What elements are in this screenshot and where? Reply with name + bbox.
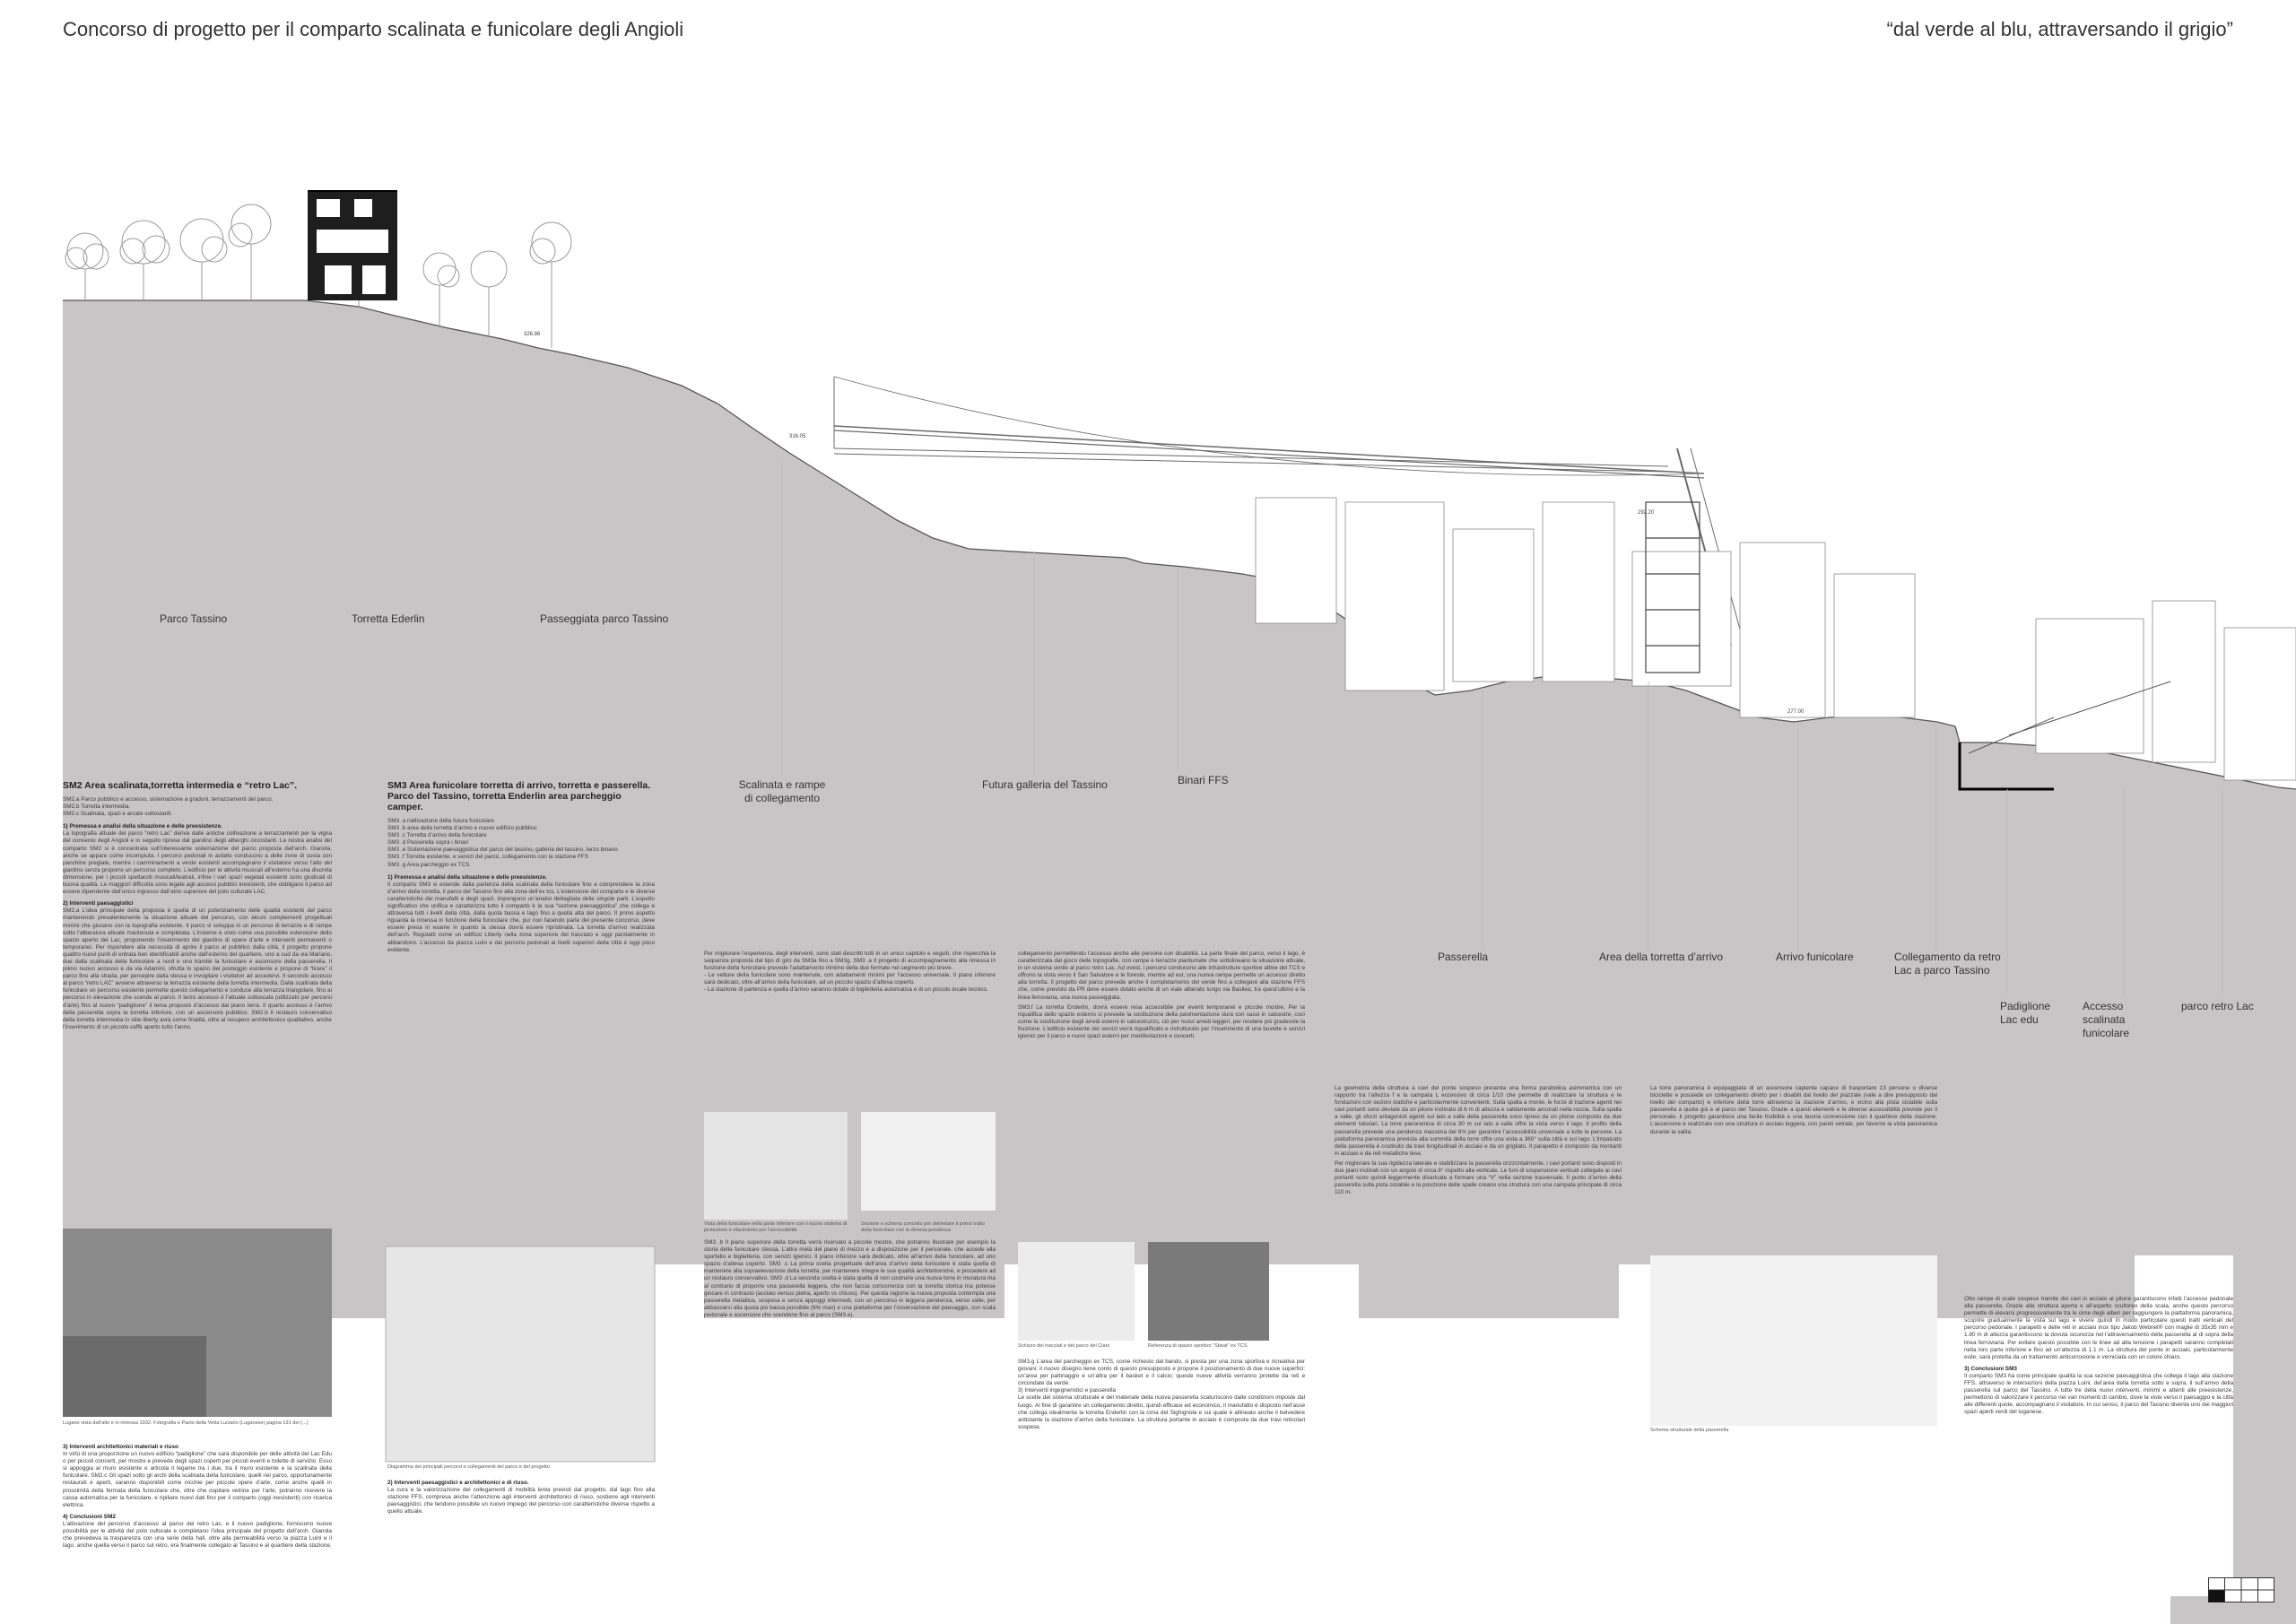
label-futura-galleria: Futura galleria del Tassino	[982, 778, 1108, 791]
sm3-list: SM3 .a riattivazione della futura funicolare SM3 .b area della torretta d’arrivo e nuovo edificio pubblico SM3 .c Torretta d’arrivo della funicolare SM3 .d Passerella sopra i binari SM3 .e Sistemazione paesaggistica del parco del tassino, galleria del tassino, terzo binario SM3 .f Torretta esistente, e servizi del parco, collegamento con la stazione FFS SM3 .g Area parcheggio ex TCS	[387, 818, 618, 868]
diagram-caption: Diagramma dei principali percorsi e collegamenti del parco e del progetto	[387, 1464, 550, 1470]
level-4: 277.00	[1787, 709, 1805, 715]
sm2-paragraph-4: L’attivazione del percorso d’accesso al parco del retro Lac, e il nuovo padiglione, forniscono nuove possibilità per le attività del polo culturale e completano l’idea principale del progetto dell’arch. Gianola che prevedeva la trasparenza con una serie della hall, oltre alla permeabilità verso la piazza Luini e il lago, anche quella verso il parco sul retro, era finalmente collegato al Tassino e al quartiere della stazione.	[63, 1520, 332, 1550]
label-binari: Binari FFS	[1178, 774, 1229, 786]
col6-paragraph-1: La torre panoramica è equipaggiata di un ascensore capiente capace di trasportare 13 persone o diverse biciclette e possiede un collegamento diretto per i disabili dal livello del piazzale (vale a dire presupposto dal livello del comparto) e inferiore della torre attraverso la stazione d’arrivo, e vicino alla pista ciclabile sulla passerella a quota già e al parco del Tassino. Grazie a questi elementi e le diverse accessibilità previste per il personale, il progetto garantisce una facile fruibilità e una buona connessione con il quartiere della stazione. L’ascensore è realizzato con una struttura in acciaio leggera, con pareti vetrate, per favorire la vista panoramica durante la salita.	[1650, 1085, 1937, 1135]
col7-paragraph-2: Il comparto SM3 ha come principale qualità la sua sezione paesaggistica che collega il lago alla stazione FFS, attraverso le intersezioni della piazza Luini, del’area della torretta sotto e sopra, il sull’arrivo della passerella sul parco del Tassino. A tutte tre della nuovi interventi, minimi e attenti alle preesistenze, permettono di valorizzare il percorso nei vari momenti di cambio, dove la viste verso il paesaggio e la città alle differenti quote, accompagnano il visitatore. In cui senso, il parco del Tassino diventa uno dei maggiori spazi aperti verdi del luganese.	[1964, 1372, 2233, 1416]
label-parco-tassino: Parco Tassino	[160, 612, 228, 625]
label-padiglione: Padiglione Lac edu	[2000, 1000, 2051, 1026]
sm3-paragraph-1: Il comparto SM3 si estende dalla partenza della scalinata della funicolare fino a comprendere la zona d’arrivo della torretta, il parco del Tassino fino alla zona dell’ex tcs. L’estensione del comparto e le diverse caratteristiche dei manufatti e degli spazi, impongono un’analisi dettagliata delle singole parti. L’aspetto significativo che unifica e caratterizza tutto il comparto è la sua “sezione paesaggistica” che collega e attraversa tutti i livelli della città, dalla quota bassa e lago fino a quella alta del parco. Il primo aspetto riguarda la rimessa in funzione della funicolare che, pur non facendo parte del presente concorso, deve essere presa in esame in quanto la stessa dovrà essere ripristinata. La torretta d’arrivo realizzata dell’arch. Regolatti come un edificio Liberty nella zona superiore del tracciato e oggi parzialmente in abbandono. L’accesso da piazza Luini e dai percorsi pedonali ai livelli superiori della città è oggi poco evidente.	[387, 881, 655, 953]
text-column-5	[1335, 1085, 1622, 1596]
sport-reference-caption: Referenza di spazio sportivo “Sbeat” ex TCS	[1148, 1343, 1248, 1349]
col5-paragraph-1: La geometria della struttura a cavi del ponte sospeso presenta una forma parabolica asimmetrica con un rapporto tra l’altezza f e la campata L eccessivo di circa 1/10 che permette di realizzare la struttura e le fondazioni con sezioni statiche e particolarmente convenienti. Sulla spalla a monte, le forze di trazione agenti nei cavi portanti sono deviate da un pilone inclinato di 6 m di altezza e saldamente ancorati nella roccia. Sulla spalla a valle, gli sforzi antagonisti agenti sul lato a valle della passerella sono ripresi da un pilone composto da due elementi tubolari. La torre panoramica di circa 30 m sul lato a valle offre la vista verso il lago. Il profilo della passerella prevede una pendenza massima del 6% per garantire l’accessibilità universale a tutte le persone. La piattaforma panoramica prevista alla sommità della torre offre una vista a 360° sulla città e sul lago. L’impalcato della passerella è costituito da travi longitudinali in acciaio e da un grigliato. Il parapetto è composto da montanti in acciaio e da reti metalliche tese.	[1335, 1085, 1622, 1157]
sm3-title: SM3 Area funicolare torretta di arrivo, torretta e passerella. Parco del Tassino, torretta Enderlin area parcheggio camper.	[387, 780, 651, 812]
sm2-paragraph-2: SM2.a L’idea principale della proposta è quella di un potenziamento delle qualità esistenti del parco mantenendo prevalentemente la situazione attuale del percorso, con alcuni complementi progettuali minimi che giocano con la topografia esistente. Il parco si sviluppa in un percorso di terrazze e di rampe sotto l’alberatura attuale mantenuta e completata. L’insieme è visto come una possibile estensione dello spazio aperto del Lac, proponendo l’inserimento del giardino di opere d’arte e interventi permanenti o temporanei. Per rispondere alla necessità di aprire il parco al pubblico dalla città, il progetto propone quattro nuovi punti di entrata ben identificabili anche dall’esterno del quartiere, uno a sud da via Mariano, due dalla scalinata della funicolare a nord e uno tramite la funicolare e ascensore della passerella. Il primo nuovo accesso è da via Adamini, sfrutta lo spazio del posteggio esistente e propone di “tirare” il parco fino alla strada, per percepire dalla stessa e invogliare i visitatori ad accedervi. Il secondo accesso al parco “retro LAC” avviene attraverso la terrazza esistente della torretta intermedia. Dalla scalinata della funicolare un percorso esistente permette questo collegamento e conduce alla terrazza triangolare, fino al percorso in elevazione che scende al parco. Il terzo accesso è l’attuale sottoscala (utilizzato per percorsi d’arte) fino al nuovo “padiglione” il tema proposto d’accesso dal piano terra. Il quarto accesso è l’arrivo della passerella sopra la torretta inferiore, con un ascensore pubblico. SM2.b Il restauro conservativo della torretta intermedia in stile liberty avrà come finalità, oltre al recupero architettonico qualitativo, anche l’inserimento di un piccolo caffè aperto tutto l’anno.	[63, 908, 332, 1030]
sm2-heading-3: 3) Interventi architettonici materiali e riuso	[63, 1444, 178, 1450]
col3-paragraph-2: SM3 .b Il piano superiore della torretta verrà riservato a piccole mostre, che potranno illustrare per esempio la storia della funicolare stessa. L’altra metà del piano di mezzo e a disposizione per il personale, che accede alla sportello e biglietteria, con servizi igienici. Il piano inferiore sarà dedicato, oltre all’arrivo della funicolare, ad uno spazio d’attesa coperto. SM3 .c La prima scelta progettuale dell’area d’arrivo della funicolare è stata quella di mantenere alla sopraelevazione della torretta, per mantenere integre le sue qualità architettoniche, e procedere ad un restauro conservativo. SM3 .d La seconda scelta è stata quella di non costruire una nuova torre in muratura ma al contrario di proporre una passerella leggera, che non faccia concorrenza con la torretta storica ma potesse giocare in contrasto (acciaio versus pietra, aperto vs chiuso). Per questa ragione la nuova proposta contempla una passerella metallica, sospesa e senza appoggi intermedi, con un percorso in leggera pendenza, verso valle, per abbassarsi alla quota più bassa possibile (6% max) e una piattaforma per l’osservazione del paesaggio, con scala pedonale e ascensore che scendono fino al parco (SM3.e).	[704, 1239, 996, 1318]
sm2-title: SM2 Area scalinata,torretta intermedia e “retro Lac”.	[63, 780, 298, 791]
label-collegamento: Collegamento da retro Lac a parco Tassino	[1894, 951, 2001, 977]
sm3-paragraph-2: La cura e la valorizzazione dei collegamenti di mobilità lenta previsti dal progetto, dal lago fino alla stazione FFS, compresa anche l’attenzione agli interventi architettonici di riuso, sostiene agli interventi paesaggistici, che tendono possibile un nuovo impiego del percorso con caratteristiche diverse rispetto a quello attuale.	[387, 1487, 655, 1515]
text-column-sm2	[63, 780, 332, 1220]
level-1: 326.86	[524, 332, 541, 337]
aerial-photo-caption: Lugano vista dall’alto e in rimessa 1932. Fotografia e Paolo della Vetta Luciano (Luganese) pagina 131 del (...)	[63, 1420, 309, 1426]
sm3-conclusion-heading: 3) Conclusioni SM3	[1964, 1365, 2017, 1372]
diagram-panel	[386, 1246, 655, 1462]
text-column-sm3	[387, 780, 655, 1238]
sm2-heading-1: 1) Premessa e analisi della situazione e delle preesistenze.	[63, 823, 222, 830]
text-column-sm2-lower	[63, 1439, 332, 1596]
sm3-heading-1: 1) Premessa e analisi della situazione e delle preesistenze.	[387, 873, 547, 881]
label-accesso: Accesso scalinata funicolare	[2083, 1000, 2130, 1039]
park-sketch-caption: Schizzo dei tracciati e del parco del Ciani	[1018, 1343, 1109, 1349]
col4-paragraph-3: SM3.g L’area del parcheggio ex TCS, come richiesto dal bando, si presta per una zona sportiva e ricreativa per giovani; il nuovo disegno tiene conto di questo presupposto e propone il posizionamento di due nuove superfici: un’area per pattinaggio e un’altra per il basket e il calcio; queste nuove attività verranno protette da reti e circondate da verde. 3) Interventi ingegneristici e passerella Le scelte del sistema strutturale e del materiale della nuova passerella scaturiscono dalle condizioni imposte dal luogo. Al fine di garantire un collegamento diretto, quindi efficace ed economico, il manufatto è disposto nell’asse che collega idealmente la torretta Enderlin con la cima del Sighignola e sui quale è allineato anche il belvedere antistante la stazione d’arrivo della funicolare. La struttura portante in acciaio è composta da due travi reticolari sospese.	[1018, 1359, 1305, 1430]
col7-paragraph-1: Otto rampe di scale sospese tramite dei cavi in acciaio al pilone garantiscono infatti l’accesso pedonale alla passerella. Grazie alla struttura aperta e all’aspetto scultoreo della scala, anche questo percorso permette di elevarsi progressivamente tra le cime degli alberi per raggiungere la piattaforma panoramica, scoprire gradualmente la vista sul lago e vivere quindi in modo particolare questi tratti verticali del percorso pedonale. I parapetti e delle reti in acciaio inox tipo Jakob Webnet® con maglie di 35x35 mm e 1.80 m di altezza garantiscono la dovuta sicurezza nel l’attraversamento della passerella al di sopra della linea ferroviaria. Per evitare questo possibile con le linee ad alta tensione i parapetti saranno completati nella loro parte inferiore e fino ad un’altezza di 1.1 m. La struttura del ponte in acciaio, particolarmente esile, sarà protetta da un trattamento anticorrosione e verniciata con un colore chiaro.	[1964, 1296, 2233, 1360]
label-scalinata: Scalinata e rampe di collegamento	[738, 778, 826, 804]
sm2-paragraph-1: La topografia attuale del parco “retro Lac” deriva dalle antiche coltivazione a terrazzamenti per la vigna del convento degli Angioli e in seguito riprese dal giardino degli alberghi circostanti. La nostra analisi del comparto SM2 si è concentrata sull’interessante sistemazione del parco proposta dall’arch. Gianola, anche se appare come incompiuta. I percorsi pedonali in asfalto conducono a delle zone di sosta con panchine pregiate, mentre i camminamenti a verde esistenti accompagnano il visitatore verso l’alto del giardino senza proporre un percorso completo. L’edificio per le attività musicali all’esterno ha una discreta dimensione, per i piccoli spettacoli musicali/teatrali, infine i vari spazi vegetali esistenti sono giudicati di buona qualità. Le maggiori difficoltà sono legate agli accessi pubblici inesistenti, che obbligano il parco ad essere dipendente dall’unico ingresso dall’atrio superiore del polo culturale LAC.	[63, 830, 332, 896]
text-column-3-lower	[704, 1239, 996, 1596]
structure-render-panel	[1650, 1255, 1937, 1426]
col5-paragraph-2: Per migliorare la sua rigidezza laterale e stabilizzare la passerella orizzontalmente, i cavi portanti sono disposti in due piani inclinati con un angolo di circa 8° rispetto alla verticale. Le funi di sospensione verticali collegate ai cavi portanti sono quindi leggermente divaricate a formare una “V” nella sezione trasversale. Il punto d’arrivo della passerella sulla pista ciclabile e la posizione delle spalle creano una struttura con una campata principale di circa 110 m.	[1335, 1159, 1622, 1196]
label-passerella: Passerella	[1438, 951, 1489, 963]
label-passeggiata: Passeggiata parco Tassino	[540, 612, 669, 625]
funicolare-render-panel	[704, 1112, 848, 1220]
sport-reference-photo	[1148, 1242, 1269, 1341]
aerial-photo-sea	[63, 1336, 206, 1417]
text-column-4-upper	[1018, 951, 1305, 1103]
label-parco-retro: parco retro Lac	[2181, 1000, 2254, 1012]
structure-render-caption: Schema strutturale della passerella	[1650, 1428, 1729, 1433]
label-torretta-ederlin: Torretta Ederlin	[352, 612, 425, 625]
text-column-3-upper	[704, 951, 996, 1107]
label-arrivo-funicolare: Arrivo funicolare	[1776, 951, 1854, 963]
text-column-4-lower	[1018, 1359, 1305, 1596]
text-column-6	[1650, 1085, 1937, 1246]
funicolare-section-panel	[861, 1112, 996, 1211]
label-area-torretta: Area della torretta d’arrivo	[1599, 951, 1724, 963]
competition-title: Concorso di progetto per il comparto scalinata e funicolare degli Angioli	[63, 18, 684, 40]
col3-paragraph-1: Per migliorare l’esperienza, degli interventi, sono stati descritti tutti in un unico capitolo e seguiti, che rispecchia la sequenza proposta dal tipo di giro da SM3a fino a SM3g. SM3 .a Il progetto di accompagnamento alla rimessa in funzione della funicolare prevede l’adattamento minimo della due fermate nel segmento più breve. - Le vetture della funicolare sono mantenute, con adattamenti minimi per l’accesso universale. Il piano inferiore sarà dedicato, oltre all’arrivo della funicolare, ad un piccolo spazio d’attesa coperto. - La stazione di partenza e quella d’arrivo saranno dotate di biglietteria automatica e di un piccolo locale tecnico.	[704, 951, 996, 994]
funicolare-render-caption: Vista della funicolare nella parte inferiore con il nuovo sistema di protezione e rifacimento per l’accessibilità	[704, 1221, 848, 1233]
park-sketch-panel	[1018, 1242, 1135, 1341]
col4-paragraph-2: SM3.f La torretta Enderlin, dovrà essere resa accessibile per eventi temporanei e piccole mostre. Per la riqualifica dello spazio esterno si prevede la sostituzione della pavimentazione dura con sassi in calcestre, così come la sostituzione degli arredi esterni in calcestruzzo, ciò per nuovi arredi leggeri, per rendere più gradevole la fruizione. L’edificio esistente dei servizi verrà riqualificato e ristrutturato per l’inserimento di una buvette e servizi igienici per il parco e nuovi spazi esterni per manifestazioni e concerti.	[1018, 1003, 1305, 1040]
col4-paragraph-1: collegamento permettendo l’accesso anche alle persone con disabilità. La parte finale del parco, verso il lago, è caratterizzata dal gioco delle topografie, con rampe e terrazze piantumate che sottolineano la situazione attuale, in un sistema simile al parco retro Lac. Ad ovest, i percorsi conducono alle infrastrutture sportive attive del TCS e offrono la vista verso il San Salvatore e le foreste, mentre ad est, una nuova rampa permette un accesso diretto alla torretta. Il progetto del parco prevede anche il completamento del verde fino a collegare alla stazione FFS che, come previsto da PR deve essere dotato anche di un viale alberato lungo via Basilea; tra quest’ultimo e la linea ferroviaria, una nuova passeggiata.	[1018, 951, 1305, 1001]
sm2-heading-4: 4) Conclusioni SM2	[63, 1513, 116, 1520]
sheet-index-thumbnail	[2208, 1577, 2274, 1602]
text-column-7	[1964, 1296, 2233, 1592]
level-2: 316.05	[789, 434, 806, 439]
sm2-list: SM2.a Parco pubblico e accesso, sistemazione a gradoni, terrazzamenti del parco. SM2.b Torretta intermedia. SM2.c Scalinata, spazi e arcate sottostanti.	[63, 796, 274, 818]
text-column-sm3-lower	[387, 1475, 655, 1596]
level-3: 292.20	[1638, 510, 1655, 516]
sm2-paragraph-3: In virtù di una proporzione un nuovo edificio “padiglione” che sarà disponibile per delle attività del Lac Edu o per piccoli concerti, per mostre e prevede degli spazi coperti per piccoli eventi e toilette di servizio. Esso si appoggia al muro esistente e articola il legame tra i due, tra il muro esistente e la scalinata della funicolare. SM2.c Gli spazi sotto gli archi della scalinata della funicolare, quelli nel parco, opportunamente restaurati e aperti, saranno disponibili come nicchie per piccole opere d’arte, come anche quelli in prossimità della fermata della funicolare che, oltre che ospitare vetrine per l’arte, potranno ricevere la cassa automatica per la funicolare, e ripiliare nuovi dati fino per il comparto (oggi inesistenti) con ricarica elettrica.	[63, 1451, 332, 1508]
sm2-heading-2: 2) Interventi paesaggistici	[63, 900, 134, 908]
funicolare-section-caption: Sezione e schema concetto per delimitare il primo tratto della funicolare con la diversa pendenza	[861, 1221, 986, 1233]
sm3-heading-2: 2) Interventi paesaggistici e architettonici e di riuso.	[387, 1480, 529, 1486]
torretta-ederlin-drawing	[308, 191, 397, 300]
project-motto: “dal verde al blu, attraversando il grigio”	[1886, 18, 2233, 40]
